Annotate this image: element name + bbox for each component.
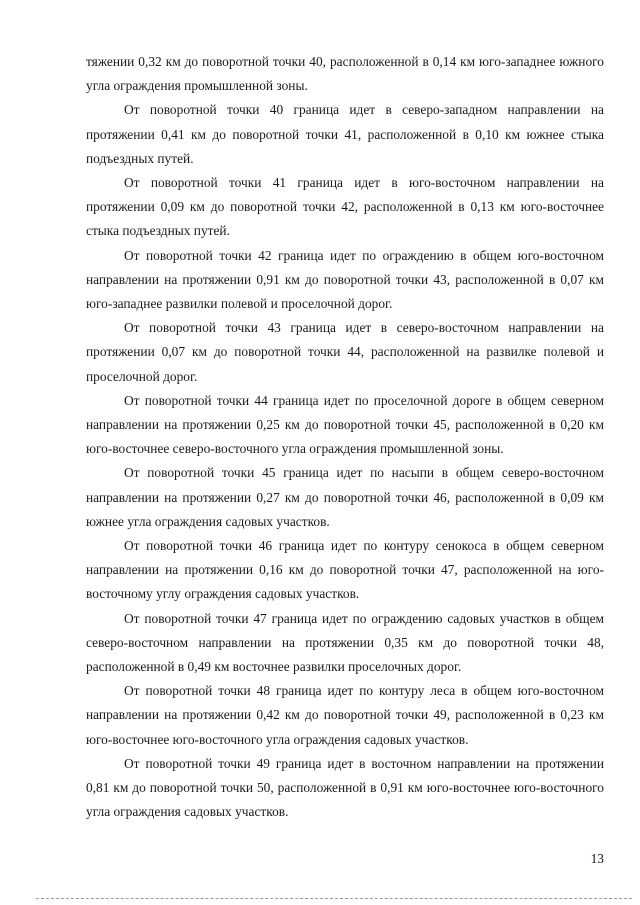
paragraph: От поворотной точки 47 граница идет по ограждению садовых участков в общем северо-восточном направлении на протяжении 0,35 км до поворотной точки 48, расположенной в 0,49 км восточнее развилки проселочных дорог. (86, 610, 604, 675)
paragraph: От поворотной точки 49 граница идет в восточном направлении на протяжении 0,81 км до поворотной точки 50, расположенной в 0,91 км юго-восточнее юго-восточного угла ограждения садовых участков. (86, 755, 604, 820)
paragraph: От поворотной точки 44 граница идет по проселочной дороге в общем северном направлении на протяжении 0,25 км до поворотной точки 45, расположенной в 0,20 км юго-восточнее северо-восточного угла ограждения промышленной зоны. (86, 392, 604, 457)
page-number: 13 (590, 851, 604, 866)
paragraph: От поворотной точки 42 граница идет по ограждению в общем юго-восточном направлении на протяжении 0,91 км до поворотной точки 43, расположенной в 0,07 км юго-западнее развилки полевой и проселочной дорог. (86, 247, 604, 312)
paragraph: От поворотной точки 40 граница идет в северо-западном направлении на протяжении 0,41 км до поворотной точки 41, расположенной в 0,10 км южнее стыка подъездных путей. (86, 102, 604, 166)
document-body (86, 50, 604, 825)
paragraph: От поворотной точки 45 граница идет по насыпи в общем северо-восточном направлении на протяжении 0,27 км до поворотной точки 46, расположенной в 0,09 км южнее угла ограждения садовых участков. (86, 465, 604, 529)
paragraph: От поворотной точки 43 граница идет в северо-восточном направлении на протяжении 0,07 км до поворотной точки 44, расположенной на развилке полевой и проселочной дорог. (86, 320, 604, 384)
paragraph: От поворотной точки 41 граница идет в юго-восточном направлении на протяжении 0,09 км до поворотной точки 42, расположенной в 0,13 км юго-восточнее стыка подъездных путей. (86, 175, 604, 239)
paragraph-continuation: тяжении 0,32 км до поворотной точки 40, расположенной в 0,14 км юго-западнее южного угла ограждения промышленной зоны. (86, 54, 604, 94)
scan-edge-line (36, 898, 632, 899)
paragraph: От поворотной точки 46 граница идет по контуру сенокоса в общем северном направлении на протяжении 0,16 км до поворотной точки 47, расположенной на юго-восточному углу ограждения садовых участков. (86, 538, 604, 602)
paragraph: От поворотной точки 48 граница идет по контуру леса в общем юго-восточном направлении на протяжении 0,42 км до поворотной точки 49, расположенной в 0,23 км юго-восточнее юго-восточного угла ограждения садовых участков. (86, 683, 604, 747)
